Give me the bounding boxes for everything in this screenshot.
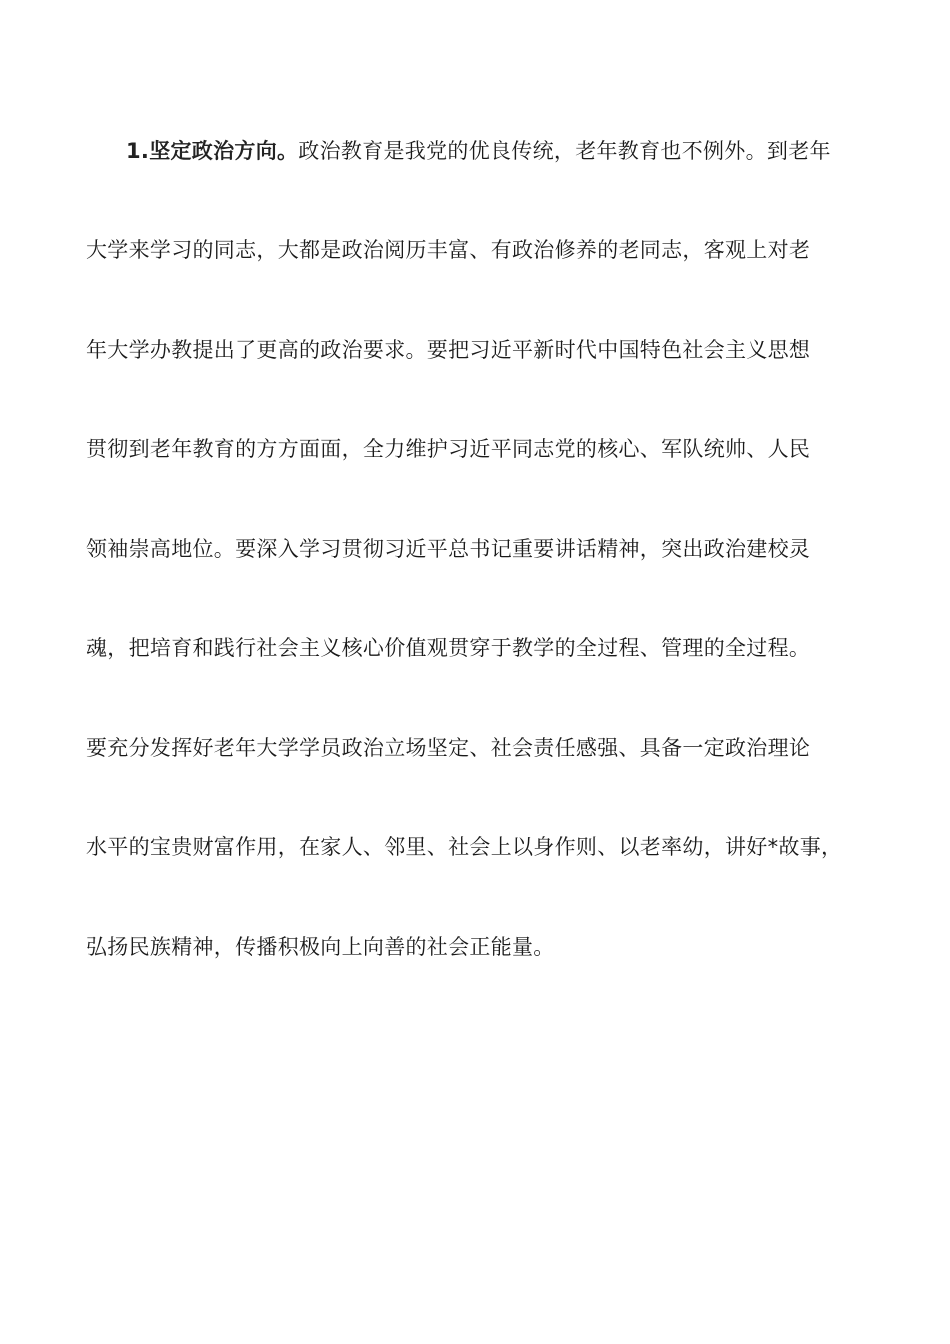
paragraph-line-9: 弘扬民族精神，传播积极向上向善的社会正能量。 <box>86 935 555 959</box>
paragraph-line-1 <box>126 136 926 166</box>
paragraph-line-6: 魂，把培育和践行社会主义核心价值观贯穿于教学的全过程、管理的全过程。 <box>86 636 811 660</box>
section-heading: 1.坚定政治方向。 <box>126 139 299 163</box>
paragraph-line-5: 领袖崇高地位。要深入学习贯彻习近平总书记重要讲话精神，突出政治建校灵 <box>86 537 811 561</box>
paragraph-line-2: 大学来学习的同志，大都是政治阅历丰富、有政治修养的老同志，客观上对老 <box>86 238 811 262</box>
paragraph-line-1-text: 政治教育是我党的优良传统，老年教育也不例外。到老年 <box>298 139 831 163</box>
paragraph-line-7: 要充分发挥好老年大学学员政治立场坚定、社会责任感强、具备一定政治理论 <box>86 736 811 760</box>
paragraph-line-8: 水平的宝贵财富作用，在家人、邻里、社会上以身作则、以老率幼，讲好*故事， <box>86 835 843 859</box>
paragraph-line-3: 年大学办教提出了更高的政治要求。要把习近平新时代中国特色社会主义思想 <box>86 338 811 362</box>
paragraph-line-4: 贯彻到老年教育的方方面面，全力维护习近平同志党的核心、军队统帅、人民 <box>86 437 811 461</box>
